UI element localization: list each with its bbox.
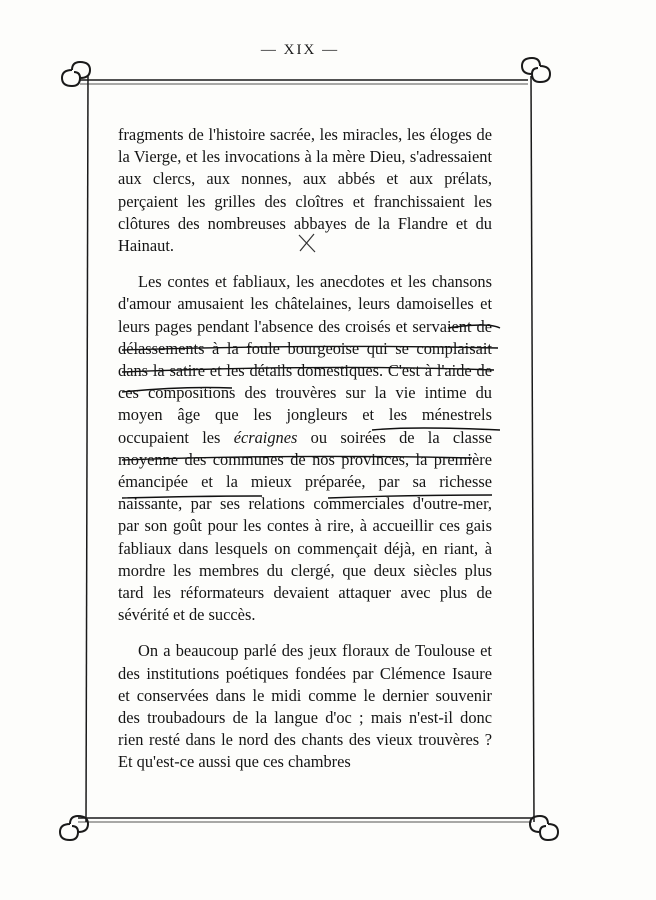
p2-text-d: la première émancipée et la mieux préparée, par sa — [118, 449, 492, 492]
p2-underlined-2: soirées de la classe moyenne des communes de nos provinces, — [118, 427, 492, 469]
frame-left-line — [86, 76, 88, 822]
p2-underlined-4: relations commerciales — [248, 494, 405, 514]
p2-underlined-1: servaient de délassements à la foule bourgeoise qui se complaisait dans la satire et les détails domestiques. — [118, 316, 492, 381]
body-text — [118, 124, 492, 774]
frame-right-line — [531, 76, 534, 822]
paragraph-1: fragments de l'histoire sacrée, les miracles, les éloges de la Vierge, et les invocations à la mère Dieu, s'adressaient aux clercs, aux nonnes, aux abbés et aux prélats, perçaient les grilles des cloîtres et franchissaient les clôtures des nombreuses abbayes de la Flandre et du Hainaut. — [118, 125, 492, 256]
p2-text-b: C'est à l'aide de ces compositions des trouvères sur la vie intime du moyen âge que les jongleurs et les ménestrels occupaient les — [118, 361, 492, 447]
page-number: — XIX — — [260, 42, 340, 58]
p2-text-c: ou — [297, 427, 341, 447]
p2-italic-word: écraignes — [233, 427, 298, 447]
paragraph-3: On a beaucoup parlé des jeux floraux de Toulouse et des institutions poétiques fondées par Clémence Isaure et conservées dans le midi comme le dernier souvenir des troubadours de la langue d'oc ; mais n'est-il donc rien resté dans le nord des chants des vieux trouvères ? Et qu'est-ce aussi que ces chambres — [118, 641, 492, 772]
p2-underlined-3: richesse naissante, — [118, 472, 492, 514]
corner-ornament-top-left — [62, 62, 90, 86]
p2-text-a: Les contes et fabliaux, les anecdotes et les chansons d'amour amusaient les châtelaines, leurs damoiselles et leurs pages pendant l'absence des croisés et — [118, 272, 492, 336]
corner-ornament-top-right — [522, 58, 550, 82]
p2-text-f: d'outre-mer, par son goût pour les contes à rire, à accueillir ces gais fabliaux dans lesquels on commençait déjà, en riant, à mordre les membres du clergé, que deux siècles plus tard les réformateurs devaient attaquer avec plus de sévérité et de succès. — [118, 494, 492, 625]
p2-text-e: par ses — [182, 494, 249, 514]
corner-ornament-bottom-left — [60, 816, 88, 840]
paragraph-2 — [118, 271, 492, 626]
